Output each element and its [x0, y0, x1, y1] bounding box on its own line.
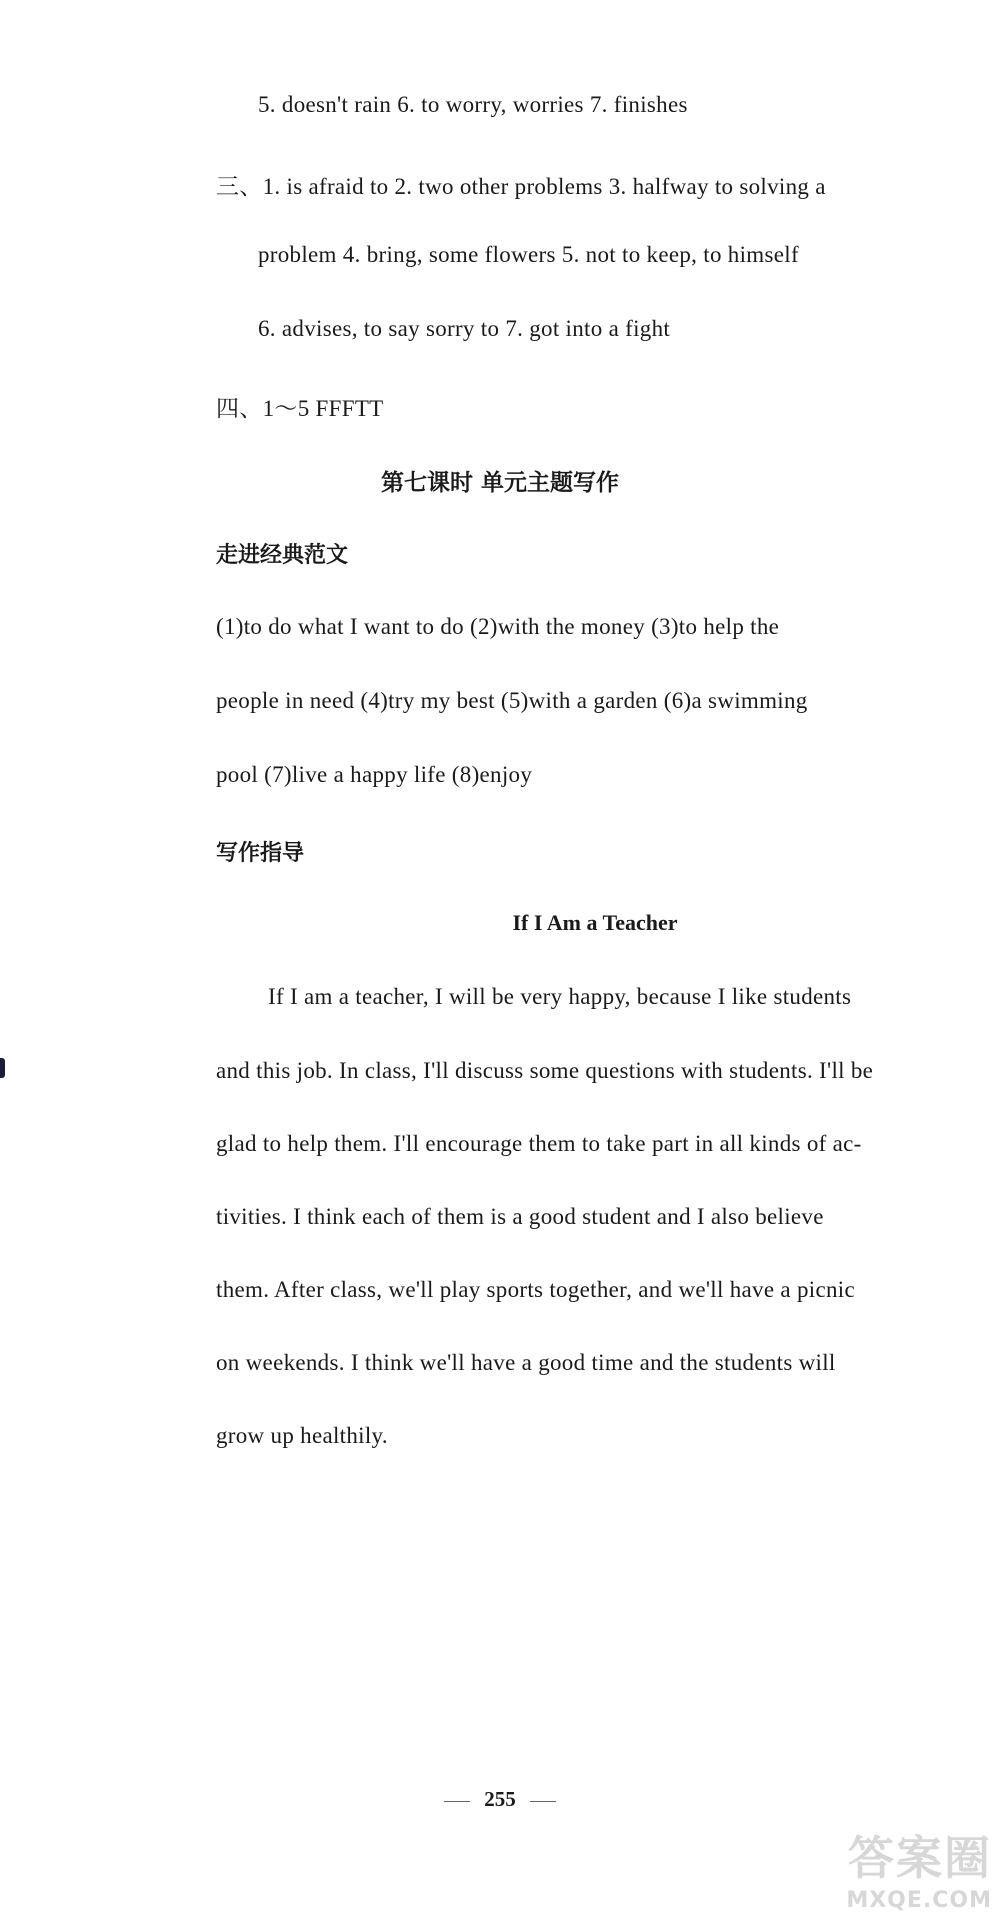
watermark-url: MXQE.COM — [846, 1888, 992, 1913]
answer-line-part3-3: 6. advises, to say sorry to 7. got into a fight — [258, 316, 671, 341]
page-number-dash-left — [444, 1801, 470, 1802]
classic-sample-line-1: (1)to do what I want to do (2)with the money (3)to help the — [216, 614, 780, 639]
lesson-title: 第七课时 单元主题写作 — [380, 470, 619, 496]
essay-line: If I am a teacher, I will be very happy, because I like students — [268, 984, 852, 1009]
essay-line: on weekends. I think we'll have a good time and the students will — [216, 1350, 836, 1375]
answer-line-part3-1: 三、1. is afraid to 2. two other problems 3. halfway to solving a — [216, 174, 826, 199]
page-number-dash-right — [530, 1801, 556, 1802]
essay-title: If I Am a Teacher — [512, 910, 678, 935]
watermark-logo — [792, 1822, 992, 1922]
essay-line: tivities. I think each of them is a good student and I also believe — [216, 1204, 824, 1229]
classic-sample-heading: 走进经典范文 — [216, 543, 349, 568]
essay-line: and this job. In class, I'll discuss some questions with students. I'll be — [216, 1058, 874, 1083]
essay-line: glad to help them. I'll encourage them to take part in all kinds of ac- — [216, 1131, 862, 1156]
answer-line-part2: 5. doesn't rain 6. to worry, worries 7. finishes — [258, 92, 688, 117]
classic-sample-line-3: pool (7)live a happy life (8)enjoy — [216, 762, 533, 787]
classic-sample-line-2: people in need (4)try my best (5)with a garden (6)a swimming — [216, 688, 808, 713]
answer-line-part4: 四、1～5 FFFTT — [216, 396, 384, 421]
writing-guide-heading: 写作指导 — [216, 841, 305, 866]
essay-line: grow up healthily. — [216, 1423, 388, 1448]
edge-mark — [0, 1058, 5, 1078]
essay-line: them. After class, we'll play sports together, and we'll have a picnic — [216, 1277, 855, 1302]
page-number-text: 255 — [484, 1787, 516, 1811]
answer-line-part3-2: problem 4. bring, some flowers 5. not to keep, to himself — [258, 242, 799, 267]
page-number — [0, 1787, 1000, 1812]
watermark-chars: 答案圈 — [848, 1831, 992, 1885]
